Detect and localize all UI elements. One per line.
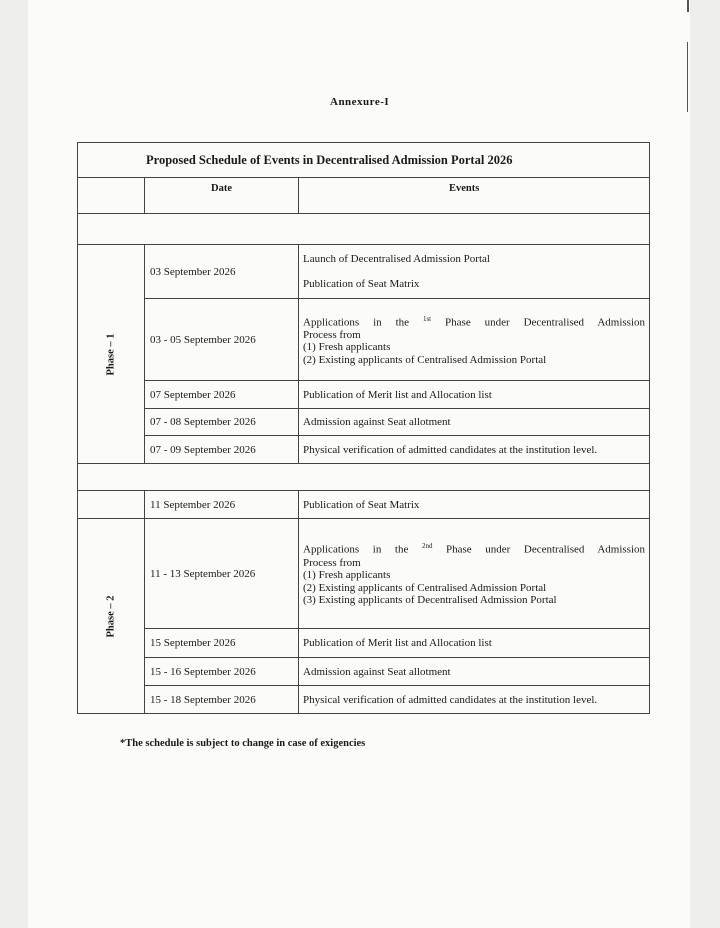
header-events: Events — [299, 178, 650, 214]
date-cell: 11 - 13 September 2026 — [145, 519, 299, 629]
phase-2-label-cell — [78, 519, 145, 714]
date-cell: 03 - 05 September 2026 — [145, 299, 299, 381]
header-blank — [78, 178, 145, 214]
event-line: (2) Existing applicants of Centralised Admission Portal — [303, 353, 547, 366]
scan-edge-mark — [687, 42, 688, 112]
separator-row — [78, 214, 650, 245]
event-line: Process from — [303, 328, 361, 341]
events-cell: Publication of Merit list and Allocation list — [299, 381, 650, 409]
date-cell: 07 - 08 September 2026 — [145, 409, 299, 436]
scan-edge-mark — [687, 0, 689, 12]
event-line: Applications in the $^{2nd}$ Phase under Decentralised Admission — [303, 542, 646, 557]
event-line: Applications in the $^{1st}$ Phase under Decentralised Admission — [303, 314, 646, 329]
separator-row — [78, 464, 650, 491]
event-line: (1) Fresh applicants — [303, 569, 391, 582]
phase-2-label: Phase – 2 — [105, 595, 117, 638]
events-cell: Physical verification of admitted candidates at the institution level. — [299, 436, 650, 464]
date-cell: 11 September 2026 — [145, 491, 299, 519]
schedule-table — [77, 142, 650, 714]
events-cell: Publication of Merit list and Allocation list — [299, 629, 650, 658]
date-cell: 15 - 16 September 2026 — [145, 658, 299, 686]
footnote: *The schedule is subject to change in case of exigencies — [120, 738, 366, 749]
events-cell: Publication of Seat Matrix — [299, 491, 650, 519]
events-cell: Physical verification of admitted candidates at the institution level. — [299, 686, 650, 714]
date-cell: 03 September 2026 — [145, 245, 299, 299]
events-cell — [299, 519, 650, 629]
date-cell: 07 - 09 September 2026 — [145, 436, 299, 464]
date-cell: 07 September 2026 — [145, 381, 299, 409]
annexure-label: Annexure-I — [330, 96, 390, 108]
event-line: (3) Existing applicants of Decentralised Admission Portal — [303, 594, 557, 607]
event-line: (2) Existing applicants of Centralised Admission Portal — [303, 581, 547, 594]
date-cell: 15 September 2026 — [145, 629, 299, 658]
events-cell: Admission against Seat allotment — [299, 658, 650, 686]
date-cell: 15 - 18 September 2026 — [145, 686, 299, 714]
header-date: Date — [145, 178, 299, 214]
phase-1-label: Phase – 1 — [105, 333, 117, 376]
event-line: Process from — [303, 556, 361, 569]
events-cell: Admission against Seat allotment — [299, 409, 650, 436]
events-cell — [299, 299, 650, 381]
event-line: (1) Fresh applicants — [303, 341, 391, 354]
phase-2-top-blank — [78, 491, 145, 519]
phase-1-label-cell — [78, 245, 145, 464]
event-line: Publication of Seat Matrix — [303, 277, 420, 290]
table-title: Proposed Schedule of Events in Decentralised Admission Portal 2026 — [78, 143, 650, 178]
events-cell — [299, 245, 650, 299]
event-line: Launch of Decentralised Admission Portal — [303, 253, 490, 265]
